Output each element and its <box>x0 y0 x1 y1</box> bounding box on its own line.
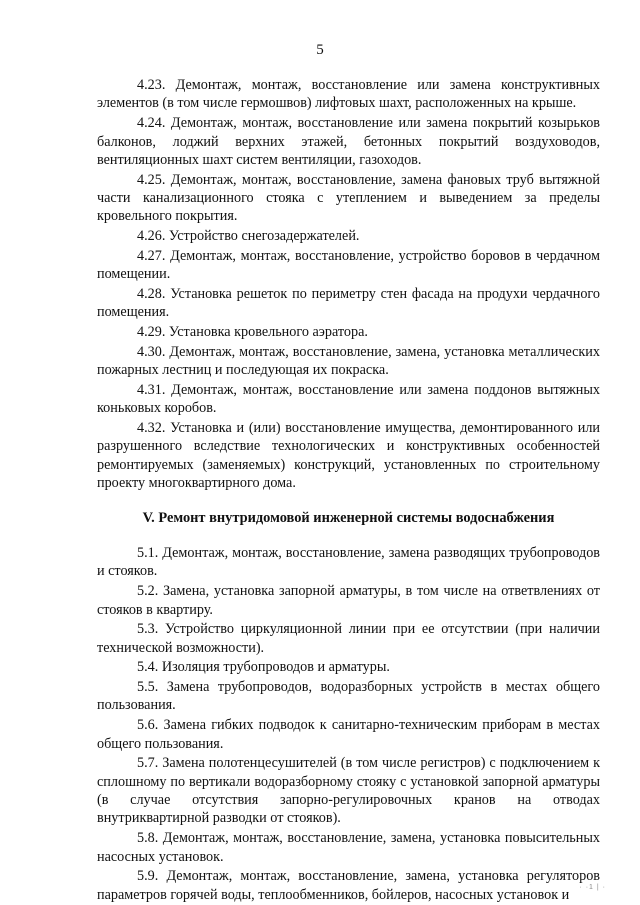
paragraph-5-2: 5.2. Замена, установка запорной арматуры, в том числе на ответвлениях от стояков в квартиру. <box>97 583 600 618</box>
page-number: 5 <box>316 42 324 58</box>
paragraph-4-27: 4.27. Демонтаж, монтаж, восстановление, устройство боровов в чердачном помещении. <box>97 247 600 283</box>
paragraph-4-26: 4.26. Устройство снегозадержателей. <box>137 228 360 245</box>
scan-mark: · ·1 | · <box>579 884 606 891</box>
section-heading: V. Ремонт внутридомовой инженерной системы водоснабжения <box>142 509 555 526</box>
paragraph-4-31: 4.31. Демонтаж, монтаж, восстановление или замена поддонов вытяжных коньковых коробов. <box>97 381 600 417</box>
paragraph-4-32: 4.32. Установка и (или) восстановление имущества, демонтированного или разрушенного вследствие технологических и конструктивных особенностей ремонтируемых (заменяемых) конструкций, установленных по строительному проекту многоквартирного дома. <box>97 419 600 492</box>
paragraph-4-30: 4.30. Демонтаж, монтаж, восстановление, замена, установка металлических пожарных лестниц и последующая их покраска. <box>97 343 600 379</box>
paragraph-5-4: 5.4. Изоляция трубопроводов и арматуры. <box>137 659 390 676</box>
paragraph-4-23: 4.23. Демонтаж, монтаж, восстановление или замена конструктивных элементов (в том числе гермошвов) лифтовых шахт, расположенных на крыше. <box>97 77 600 112</box>
paragraph-5-6: 5.6. Замена гибких подводок к санитарно-техническим приборам в местах общего пользования. <box>97 717 600 752</box>
paragraph-4-24: 4.24. Демонтаж, монтаж, восстановление или замена покрытий козырьков балконов, лоджий верхних этажей, бетонных покрытий воздуховодов, вентиляционных шахт систем вентиляции, газоходов. <box>97 115 600 168</box>
paragraph-5-8: 5.8. Демонтаж, монтаж, восстановление, замена, установка повысительных насосных установок. <box>97 830 600 865</box>
paragraph-4-28: 4.28. Установка решеток по периметру стен фасада на продухи чердачного помещения. <box>97 285 600 321</box>
paragraph-5-1: 5.1. Демонтаж, монтаж, восстановление, замена разводящих трубопроводов и стояков. <box>97 545 600 580</box>
paragraph-4-25: 4.25. Демонтаж, монтаж, восстановление, замена фановых труб вытяжной части канализационного стояка с утеплением и выведением за пределы кровельного покрытия. <box>97 171 600 225</box>
paragraph-5-9: 5.9. Демонтаж, монтаж, восстановление, замена, установка регуляторов параметров горячей воды, теплообменников, бойлеров, насосных установок и <box>97 868 600 903</box>
document-body <box>97 76 600 905</box>
paragraph-5-7: 5.7. Замена полотенцесушителей (в том числе регистров) с подключением к сплошному по вертикали водоразборному стояку с установкой запорной арматуры (в случае отсутствия запорно-регулировочных кранов на отводах внутриквартирной разводки от стояков). <box>97 755 600 827</box>
paragraph-4-29: 4.29. Установка кровельного аэратора. <box>137 324 368 341</box>
paragraph-5-3: 5.3. Устройство циркуляционной линии при ее отсутствии (при наличии технической возможности). <box>97 621 600 656</box>
paragraph-5-5: 5.5. Замена трубопроводов, водоразборных устройств в местах общего пользования. <box>97 679 600 714</box>
